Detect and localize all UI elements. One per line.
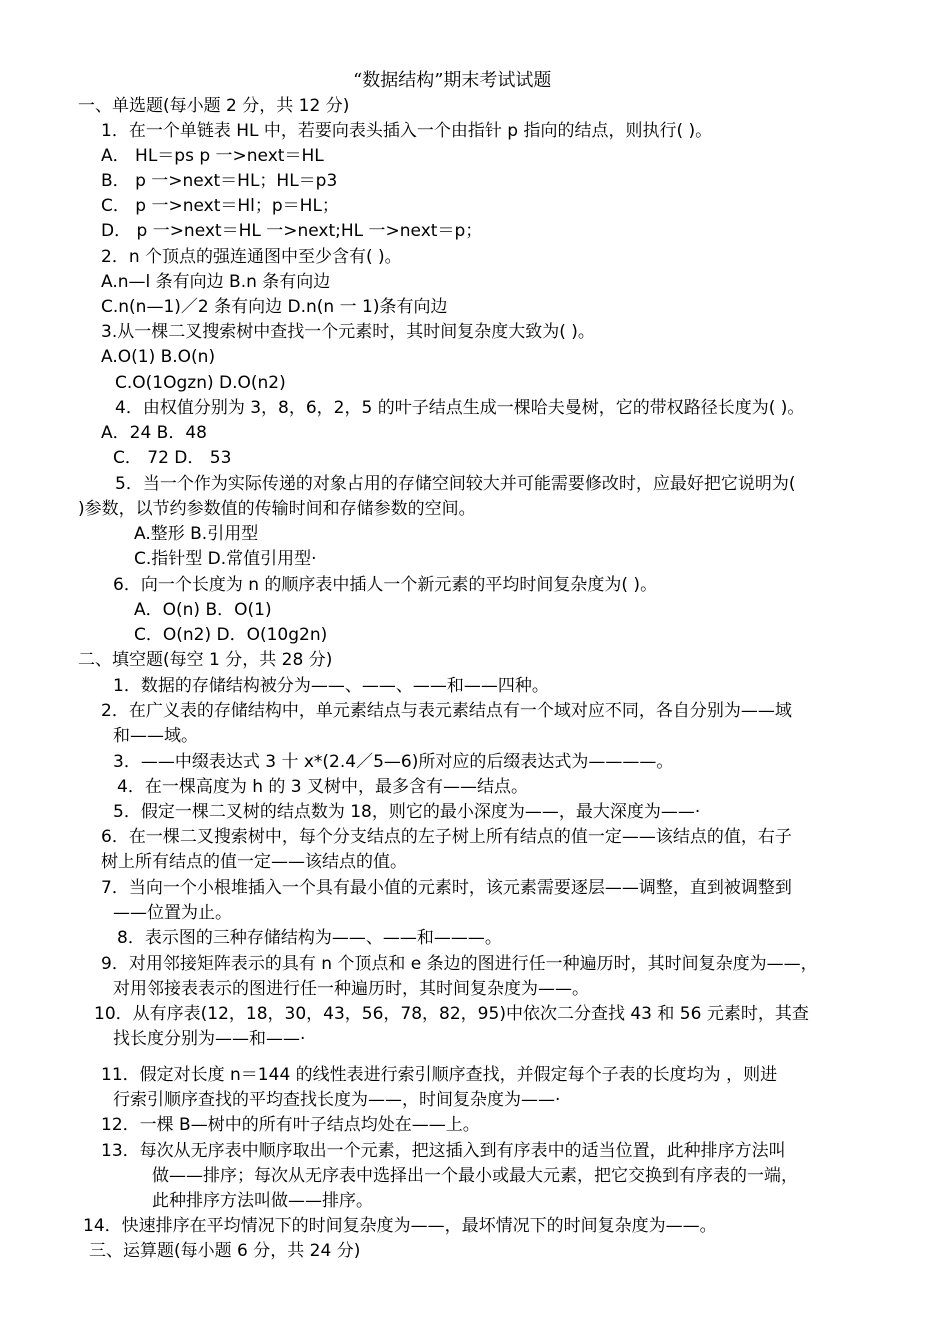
question-3-options-cd: C.O(1Ogzn) D.O(n2) — [115, 373, 286, 393]
fill-question-1: 1．数据的存储结构被分为——、——、——和——四种。 — [113, 676, 549, 696]
question-6-options-cd: C．O(n2) D．O(10g2n) — [134, 625, 328, 645]
question-5: 5．当一个作为实际传递的对象占用的存储空间较大并可能需要修改时，应最好把它说明为( — [115, 474, 796, 494]
question-1-option-b: B． p 一>next＝HL；HL＝p3 — [101, 171, 338, 191]
question-3: 3.从一棵二叉搜索树中查找一个元素时，其时间复杂度大致为( )。 — [101, 322, 595, 342]
fill-question-13-continued-2: 此种排序方法叫做——排序。 — [152, 1191, 373, 1211]
question-1-option-d: D． p 一>next＝HL 一>next;HL 一>next＝p； — [101, 221, 483, 241]
question-6-options-ab: A．O(n) B．O(1) — [134, 600, 272, 620]
question-6: 6．向一个长度为 n 的顺序表中插人一个新元素的平均时间复杂度为( )。 — [113, 575, 658, 595]
question-2-options-cd: C.n(n—1)／2 条有向边 D.n(n 一 1)条有向边 — [101, 297, 448, 317]
question-1-option-a: A． HL＝ps p 一>next＝HL — [101, 146, 324, 166]
fill-question-11: 11．假定对长度 n＝144 的线性表进行索引顺序查找，并假定每个子表的长度均为 ，则进 — [101, 1065, 778, 1085]
fill-question-12: 12．一棵 B—树中的所有叶子结点均处在——上。 — [101, 1115, 480, 1135]
question-5-continued: )参数，以节约参数值的传输时间和存储参数的空间。 — [78, 499, 476, 519]
fill-question-13: 13．每次从无序表中顺序取出一个元素，把这插入到有序表中的适当位置，此种排序方法叫 — [101, 1141, 786, 1161]
fill-question-10-continued: 找长度分别为——和——· — [113, 1029, 306, 1049]
question-1-option-c: C． p 一>next＝Hl；p＝HL； — [101, 196, 339, 216]
fill-question-4: 4．在一棵高度为 h 的 3 叉树中，最多含有——结点。 — [117, 777, 529, 797]
fill-question-11-continued: 行索引顺序查找的平均查找长度为——，时间复杂度为——· — [113, 1090, 561, 1110]
question-5-options-ab: A.整形 B.引用型 — [134, 524, 259, 544]
question-3-options-ab: A.O(1) B.O(n) — [101, 347, 216, 367]
question-1: 1．在一个单链表 HL 中，若要向表头插入一个由指针 p 指向的结点，则执行( )。 — [101, 121, 713, 141]
fill-question-7: 7．当向一个小根堆插入一个具有最小值的元素时，该元素需要逐层——调整，直到被调整到 — [101, 878, 792, 898]
question-5-options-cd: C.指针型 D.常值引用型· — [134, 549, 317, 569]
question-2: 2．n 个顶点的强连通图中至少含有( )。 — [101, 247, 402, 267]
fill-question-10: 10．从有序表(12，18，30，43，56，78，82，95)中依次二分查找 43 和 56 元素时，其查 — [94, 1004, 809, 1024]
section-heading-single-choice: 一、单选题(每小题 2 分，共 12 分) — [78, 96, 350, 116]
section-heading-computation: 三、运算题(每小题 6 分，共 24 分) — [89, 1241, 361, 1261]
fill-question-6: 6．在一棵二叉搜索树中，每个分支结点的左子树上所有结点的值一定——该结点的值，右子 — [101, 827, 792, 847]
fill-question-2-continued: 和——域。 — [113, 726, 198, 746]
fill-question-14: 14．快速排序在平均情况下的时间复杂度为——，最坏情况下的时间复杂度为——。 — [83, 1216, 717, 1236]
fill-question-9-continued: 对用邻接表表示的图进行任一种遍历时，其时间复杂度为——。 — [113, 979, 589, 999]
question-4: 4．由权值分别为 3，8，6，2，5 的叶子结点生成一棵哈夫曼树，它的带权路径长度为( )。 — [115, 398, 805, 418]
fill-question-7-continued: ——位置为止。 — [113, 903, 232, 923]
fill-question-6-continued: 树上所有结点的值一定——该结点的值。 — [101, 852, 407, 872]
question-2-options-ab: A.n—l 条有向边 B.n 条有向边 — [101, 272, 331, 292]
fill-question-9: 9．对用邻接矩阵表示的具有 n 个顶点和 e 条边的图进行任一种遍历时，其时间复杂度为——， — [101, 954, 818, 974]
question-4-options-ab: A．24 B．48 — [101, 423, 207, 443]
section-heading-fill-in: 二、填空题(每空 1 分，共 28 分) — [78, 650, 333, 670]
fill-question-2: 2．在广义表的存储结构中，单元素结点与表元素结点有一个域对应不同，各自分别为——域 — [101, 701, 792, 721]
fill-question-3: 3．——中缀表达式 3 十 x*(2.4／5—6)所对应的后缀表达式为————。 — [113, 752, 674, 772]
question-4-options-cd: C． 72 D． 53 — [113, 448, 232, 468]
fill-question-8: 8．表示图的三种存储结构为——、——和———。 — [117, 928, 502, 948]
fill-question-5: 5．假定一棵二叉树的结点数为 18，则它的最小深度为——，最大深度为——· — [113, 802, 701, 822]
page-title: “数据结构”期末考试试题 — [353, 70, 552, 91]
fill-question-13-continued-1: 做——排序；每次从无序表中选择出一个最小或最大元素，把它交换到有序表的一端， — [152, 1166, 798, 1186]
